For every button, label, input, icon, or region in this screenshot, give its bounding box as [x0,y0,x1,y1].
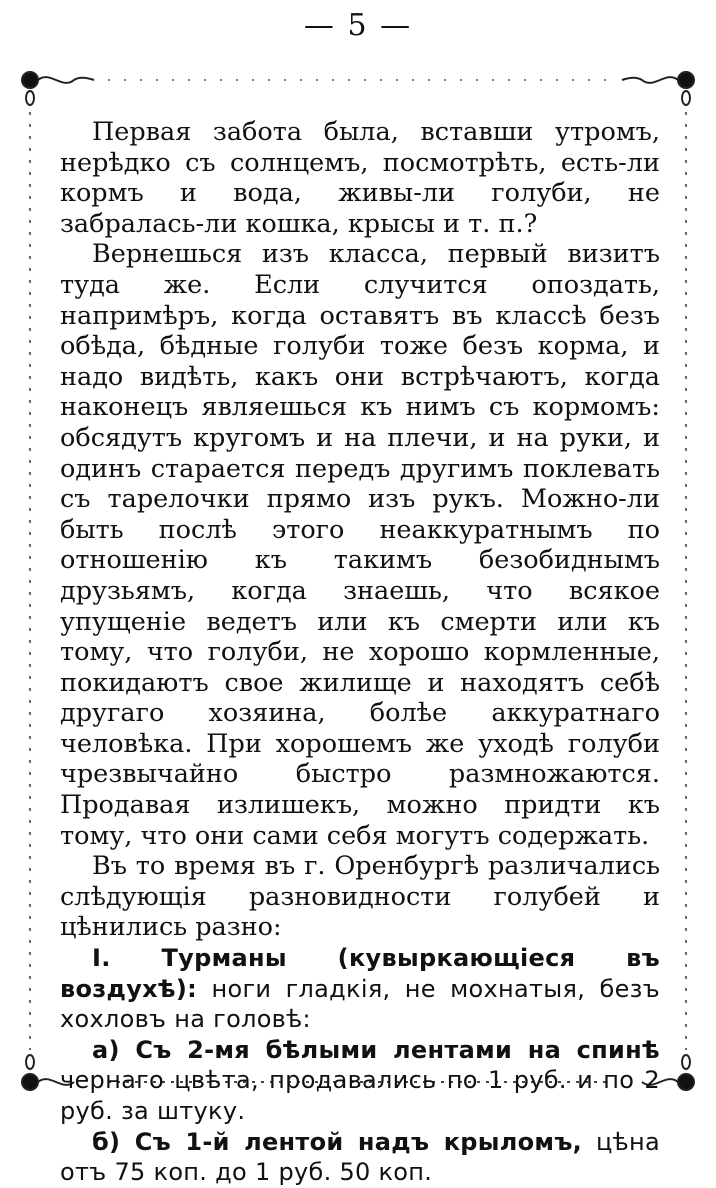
body-text [60,117,660,1188]
paragraph: Первая забота была, вставши утромъ, нерѣдко съ солнцемъ, посмотрѣть, есть-ли кормъ и вода, живы-ли голуби, не забралась-ли кошка, крысы и т. п.? [60,117,660,239]
corner-ornament-icon [622,72,694,105]
list-item-prefix: а) Съ 2-мя бѣлыми лентами на спинѣ [92,1035,660,1064]
list-item-text: цѣна отъ 75 коп. до 1 руб. 50 коп. [60,1127,661,1187]
section-block [60,943,660,1035]
list-item [60,1127,660,1188]
list-item [60,1035,660,1127]
list-item-prefix: б) Съ 1-й лентой надъ крыломъ, [92,1127,583,1156]
paragraph: Вернешься изъ класса, первый визитъ туда же. Если случится опоздать, напримѣръ, когда оставятъ въ классѣ безъ обѣда, бѣдные голуби тоже безъ корма, и надо видѣть, какъ они встрѣчаютъ, когда наконецъ являешься къ нимъ съ кормомъ: обсядутъ кругомъ и на плечи, и на руки, и одинъ старается передъ другимъ поклевать съ тарелочки прямо изъ рукъ. Можно-ли быть послѣ этого неаккуратнымъ по отношенію къ такимъ безобиднымъ друзьямъ, когда знаешь, что всякое упущеніе ведетъ или къ смерти или къ тому, что голуби, не хорошо кормленные, покидаютъ свое жилище и находятъ себѣ другаго хозяина, болѣе аккуратнаго человѣка. При хорошемъ же уходѣ голуби чрезвычайно быстро размножаются. Продавая излишекъ, можно придти къ тому, что они сами себя могутъ содержать. [60,239,660,851]
section-heading: I. Турманы (кувыркающіеся въ воздухѣ): [60,944,660,1003]
corner-ornament-icon [22,72,94,105]
paragraph: Въ то время въ г. Оренбургѣ различались слѣдующія разновидности голубей и цѣнились разно: [60,851,660,943]
list-item-text: чернаго цвѣта, продавались по 1 руб. и по 2 руб. за штуку. [60,1066,660,1125]
page-number: — 5 — [303,8,413,43]
section-description: ноги гладкія, не мохнатыя, безъ хохловъ на головѣ: [60,974,660,1034]
